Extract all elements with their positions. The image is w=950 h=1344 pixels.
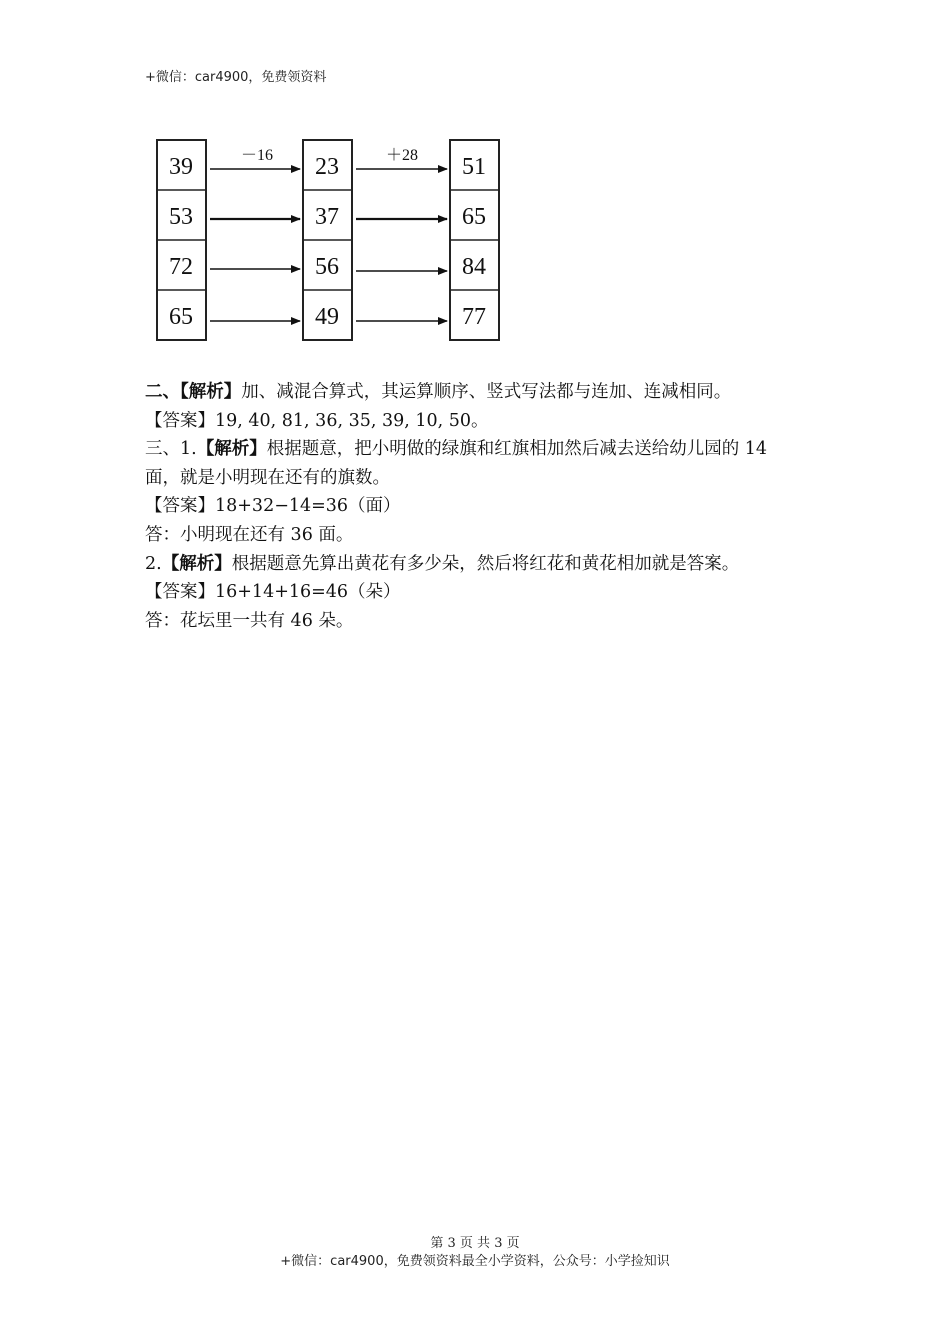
col3-cell-2: 65 [462, 204, 486, 230]
q1-answer-line [145, 492, 825, 521]
q1-analysis-line-2 [145, 464, 825, 493]
col1-cell-2: 53 [169, 204, 193, 230]
number-chain-diagram [150, 132, 510, 348]
col2-cell-2: 37 [315, 204, 339, 230]
col3-cell-4: 77 [462, 304, 486, 330]
col1-cell-1: 39 [169, 154, 193, 180]
q2-analysis-tag: 【解析】 [161, 553, 232, 574]
section2-analysis-line [145, 378, 825, 407]
q1-reply: 答：小明现在还有 36 面。 [145, 524, 354, 545]
col3-cell-1: 51 [462, 154, 486, 180]
diagram-svg [150, 132, 510, 348]
col2-cell-3: 56 [315, 254, 339, 280]
col2-cell-1: 23 [315, 154, 339, 180]
section2-answer-text: 19, 40, 81, 36, 35, 39, 10, 50。 [215, 410, 489, 431]
footer-note: +微信：car4900，免费领资料最全小学资料，公众号：小学捡知识 [280, 1254, 670, 1269]
section2-answer-line [145, 407, 825, 436]
answer-content [145, 378, 825, 635]
operation-label-1: －16 [240, 147, 274, 164]
section2-analysis-text: 加、减混合算式，其运算顺序、竖式写法都与连加、连减相同。 [241, 382, 732, 402]
q1-analysis-text-2: 面，就是小明现在还有的旗数。 [145, 467, 390, 488]
q1-answer-text: 18+32−14=36（面） [215, 496, 401, 517]
section2-analysis-tag: 【解析】 [180, 382, 242, 402]
q2-answer-line [145, 578, 825, 607]
col1-cell-3: 72 [169, 254, 193, 280]
q2-reply-line [145, 607, 825, 636]
column-1 [157, 140, 206, 340]
q2-answer-tag: 【答案】 [145, 582, 215, 603]
header-note: +微信：car4900，免费领资料 [145, 70, 327, 85]
page-number: 第 3 页 共 3 页 [430, 1236, 520, 1251]
operation-label-2: ＋28 [385, 147, 419, 164]
section2-answer-tag: 【答案】 [145, 410, 215, 431]
col3-cell-3: 84 [462, 254, 486, 280]
q2-reply: 答：花坛里一共有 46 朵。 [145, 610, 354, 631]
col2-cell-4: 49 [315, 304, 339, 330]
q2-answer-text: 16+14+16=46（朵） [215, 582, 401, 603]
q1-reply-line [145, 521, 825, 550]
q1-answer-tag: 【答案】 [145, 496, 215, 517]
q2-analysis-text: 根据题意先算出黄花有多少朵，然后将红花和黄花相加就是答案。 [231, 553, 740, 574]
col1-cell-4: 65 [169, 304, 193, 330]
q1-prefix: 三、1. [145, 439, 197, 460]
column-3 [450, 140, 499, 340]
q2-analysis-line [145, 550, 825, 579]
section2-prefix: 二、 [145, 382, 180, 402]
q1-analysis-tag: 【解析】 [196, 439, 267, 460]
q1-analysis-line-1 [145, 435, 825, 464]
column-2 [303, 140, 352, 340]
q1-analysis-text-1: 根据题意，把小明做的绿旗和红旗相加然后减去送给幼儿园的 14 [266, 439, 768, 460]
q2-prefix: 2. [145, 553, 162, 574]
